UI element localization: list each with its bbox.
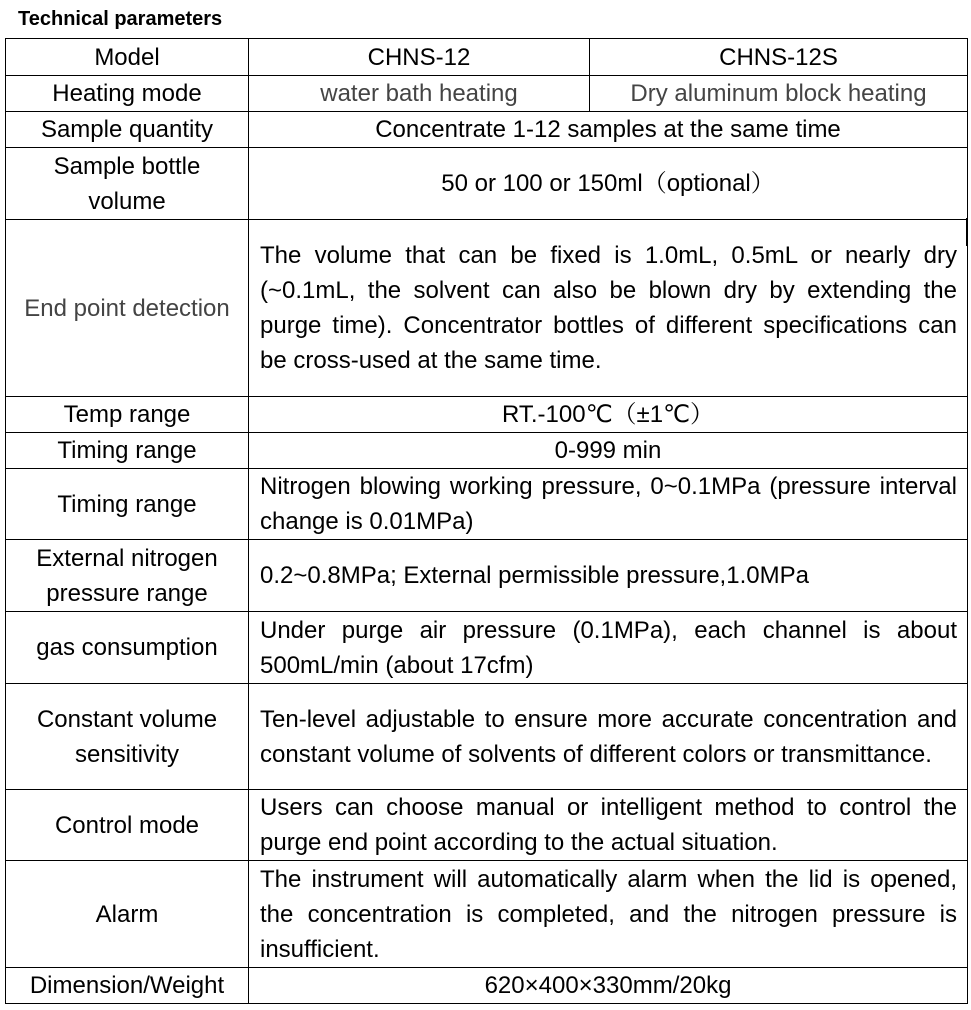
technical-parameters-table	[5, 38, 968, 1004]
heating-mode-value-b: Dry aluminum block heating	[590, 76, 968, 112]
sample-quantity-value: Concentrate 1-12 samples at the same time	[249, 112, 968, 148]
constant-volume-sensitivity-label: Constant volume sensitivity	[6, 684, 249, 790]
table-row-constant-volume-sensitivity	[6, 684, 968, 790]
table-row-sample-bottle-volume	[6, 148, 968, 220]
dimension-weight-value: 620×400×330mm/20kg	[249, 968, 968, 1004]
table-row-external-nitrogen	[6, 540, 968, 612]
model-label: Model	[6, 39, 249, 76]
dimension-weight-label: Dimension/Weight	[6, 968, 249, 1004]
temp-range-value: RT.-100℃（±1℃）	[249, 397, 968, 433]
constant-volume-sensitivity-value: Ten-level adjustable to ensure more accurate concentration and constant volume of solvents of different colors or transmittance.	[249, 684, 968, 790]
table-row-end-point-detection	[6, 220, 968, 397]
working-pressure-value: Nitrogen blowing working pressure, 0~0.1MPa (pressure interval change is 0.01MPa)	[249, 469, 968, 540]
external-nitrogen-label: External nitrogen pressure range	[6, 540, 249, 612]
section-title: Technical parameters	[18, 8, 223, 30]
heating-mode-label: Heating mode	[6, 76, 249, 112]
end-point-detection-label: End point detection	[6, 220, 249, 397]
working-pressure-label: Timing range	[6, 469, 249, 540]
text-cursor-mark	[966, 218, 968, 246]
heating-mode-value-a: water bath heating	[249, 76, 590, 112]
timing-range-label: Timing range	[6, 433, 249, 469]
table-row-model	[6, 39, 968, 76]
sample-bottle-volume-label: Sample bottle volume	[6, 148, 249, 220]
table-row-gas-consumption	[6, 612, 968, 684]
end-point-detection-value: The volume that can be fixed is 1.0mL, 0.5mL or nearly dry (~0.1mL, the solvent can also be blown dry by extending the purge time). Concentrator bottles of different specifications can be cross-used at the same time.	[249, 220, 968, 397]
table-row-heating-mode	[6, 76, 968, 112]
timing-range-value: 0-999 min	[249, 433, 968, 469]
control-mode-label: Control mode	[6, 790, 249, 861]
model-chns-12: CHNS-12	[249, 39, 590, 76]
table-row-dimension-weight	[6, 968, 968, 1004]
sample-quantity-label: Sample quantity	[6, 112, 249, 148]
external-nitrogen-value: 0.2~0.8MPa; External permissible pressure,1.0MPa	[249, 540, 968, 612]
table-row-alarm	[6, 861, 968, 968]
table-row-sample-quantity	[6, 112, 968, 148]
gas-consumption-value: Under purge air pressure (0.1MPa), each channel is about 500mL/min (about 17cfm)	[249, 612, 968, 684]
table-row-temp-range	[6, 397, 968, 433]
table-row-control-mode	[6, 790, 968, 861]
alarm-value: The instrument will automatically alarm when the lid is opened, the concentration is completed, and the nitrogen pressure is insufficient.	[249, 861, 968, 968]
model-chns-12s: CHNS-12S	[590, 39, 968, 76]
sample-bottle-volume-value: 50 or 100 or 150ml（optional）	[249, 148, 968, 220]
control-mode-value: Users can choose manual or intelligent method to control the purge end point according to the actual situation.	[249, 790, 968, 861]
temp-range-label: Temp range	[6, 397, 249, 433]
gas-consumption-label: gas consumption	[6, 612, 249, 684]
table-row-working-pressure	[6, 469, 968, 540]
alarm-label: Alarm	[6, 861, 249, 968]
table-row-timing-range	[6, 433, 968, 469]
